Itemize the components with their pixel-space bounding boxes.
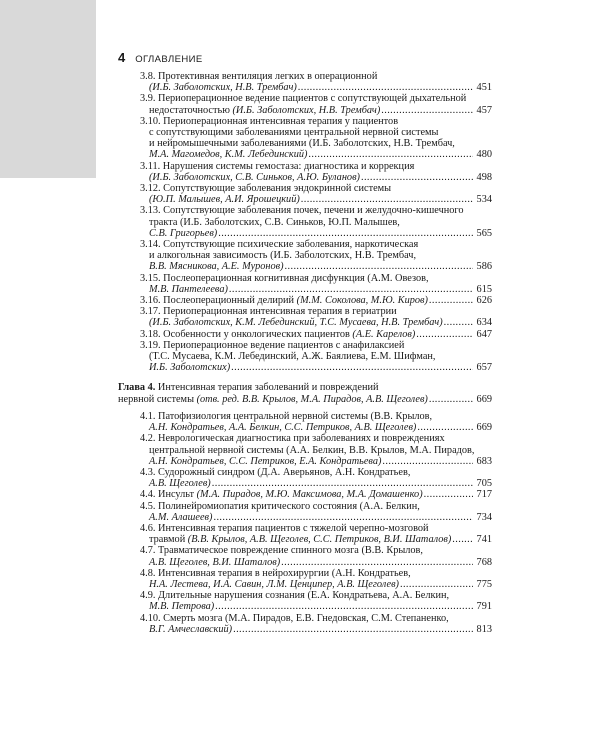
entry-number: 3.15. xyxy=(140,272,161,284)
entry-title-line: Сопутствующие психические заболевания, наркотическая xyxy=(163,239,419,251)
toc-entry xyxy=(118,239,492,273)
toc-entry xyxy=(118,433,492,467)
entry-title-line: Судорожный синдром (Д.А. Аверьянов, А.Н. Кондратьев, xyxy=(158,466,411,478)
leader-dots xyxy=(298,82,473,93)
page-number: 4 xyxy=(118,50,126,65)
entry-page-number: 768 xyxy=(476,556,492,568)
entry-title-line: Протективная вентиляция легких в операционной xyxy=(158,71,378,82)
entry-page-number: 657 xyxy=(476,362,492,374)
leader-dots xyxy=(285,261,473,272)
entry-authors: А.Н. Кондратьев, А.А. Белкин, С.С. Петриков, А.В. Щеголев) xyxy=(149,422,417,434)
leader-dots xyxy=(429,295,473,306)
entry-number: 3.17. xyxy=(140,306,161,318)
entry-number: 3.16. xyxy=(140,295,161,307)
leader-dots xyxy=(381,105,473,116)
toc-entry xyxy=(118,116,492,161)
entry-page-number: 534 xyxy=(476,194,492,206)
entry-page-number: 615 xyxy=(476,283,492,295)
leader-dots xyxy=(452,534,473,545)
entry-authors: (Ю.П. Малышев, А.И. Ярошецкий) xyxy=(149,194,300,206)
toc-entry xyxy=(118,329,492,340)
leader-dots xyxy=(231,362,473,373)
entry-page-number: 734 xyxy=(476,511,492,523)
page-header xyxy=(118,50,203,65)
entry-page-number: 791 xyxy=(476,601,492,613)
entry-number: 4.2. xyxy=(140,433,156,445)
entry-title-line: Периоперационная интенсивная терапия у пациентов xyxy=(163,115,399,127)
entry-page-number: 647 xyxy=(476,328,492,340)
table-of-contents xyxy=(118,71,492,635)
entry-title-line: (Т.С. Мусаева, К.М. Лебединский, А.Ж. Баялиева, Е.М. Шифман, xyxy=(149,351,436,363)
entry-number: 3.19. xyxy=(140,339,161,351)
entry-page-number: 683 xyxy=(476,455,492,467)
entry-number: 3.13. xyxy=(140,205,161,217)
toc-entry xyxy=(118,523,492,545)
entry-page-number: 705 xyxy=(476,478,492,490)
entry-title-line: Послеоперационный делирий xyxy=(163,295,297,307)
running-head: ОГЛАВЛЕНИЕ xyxy=(135,54,203,65)
entry-page-number: 451 xyxy=(476,82,492,94)
toc-entry xyxy=(118,545,492,567)
entry-number: 3.11. xyxy=(140,160,161,172)
entry-title-line: Интенсивная терапия пациентов с тяжелой черепно-мозговой xyxy=(158,522,429,534)
chapter-page: 669 xyxy=(476,393,492,405)
leader-dots xyxy=(281,557,473,568)
entry-authors: (А.Е. Карелов) xyxy=(352,328,416,340)
leader-dots xyxy=(429,394,473,405)
entry-number: 3.8. xyxy=(140,71,156,82)
entry-number: 4.3. xyxy=(140,466,156,478)
entry-authors: (И.Б. Заболотских, Н.В. Трембач) xyxy=(232,104,381,116)
entry-number: 4.5. xyxy=(140,500,156,512)
chapter-title-cont: нервной системы xyxy=(118,393,197,405)
leader-dots xyxy=(400,579,473,590)
toc-entry xyxy=(118,93,492,115)
leader-dots xyxy=(382,456,473,467)
toc-entry xyxy=(118,205,492,239)
toc-entry xyxy=(118,590,492,612)
leader-dots xyxy=(212,478,473,489)
entry-page-number: 813 xyxy=(476,623,492,635)
entry-authors: В.В. Мясникова, А.Е. Муронов) xyxy=(149,261,284,273)
leader-dots xyxy=(229,284,473,295)
toc-entry xyxy=(118,340,492,374)
entry-authors: И.Б. Заболотских) xyxy=(149,362,231,374)
entry-authors: В.Г. Амчеславский) xyxy=(149,623,233,635)
entry-page-number: 626 xyxy=(476,295,492,307)
toc-entry xyxy=(118,273,492,295)
entry-number: 3.14. xyxy=(140,239,161,251)
entry-page-number: 498 xyxy=(476,171,492,183)
leader-dots xyxy=(416,329,473,340)
entry-authors: М.А. Магомедов, К.М. Лебединский) xyxy=(149,149,308,161)
leader-dots xyxy=(361,172,473,183)
entry-number: 4.10. xyxy=(140,612,161,624)
entry-title-line: недостаточностью xyxy=(149,104,233,116)
leader-dots xyxy=(301,194,473,205)
entry-title-line: и алкогольная зависимость (И.Б. Заболотских, Н.В. Трембач, xyxy=(149,250,417,262)
leader-dots xyxy=(417,422,473,433)
chapter-label: Глава 4. xyxy=(118,382,156,394)
entry-page-number: 741 xyxy=(476,534,492,546)
entry-title-line: Периоперационное ведение пациентов с сопутствующей дыхательной xyxy=(158,93,467,105)
entry-number: 3.10. xyxy=(140,115,161,127)
entry-authors: (В.В. Крылов, А.В. Щеголев, С.С. Петриков, В.И. Шаталов) xyxy=(187,534,452,546)
leader-dots xyxy=(213,512,473,523)
entry-page-number: 717 xyxy=(476,489,492,501)
entry-authors: (И.Б. Заболотских, С.В. Синьков, А.Ю. Буланов) xyxy=(149,171,360,183)
entry-title-line: с сопутствующими заболеваниями центральной нервной системы xyxy=(149,127,439,139)
chapter-editors: (отв. ред. В.В. Крылов, М.А. Пирадов, А.В. Щеголев) xyxy=(196,393,428,405)
entry-title-line: и нейромышечными заболеваниями (И.Б. Заболотских, Н.В. Трембач, xyxy=(149,138,455,150)
entry-authors: (И.Б. Заболотских, К.М. Лебединский, Т.С. Мусаева, Н.В. Трембач) xyxy=(149,317,443,329)
toc-chapter-4 xyxy=(118,382,492,404)
leader-dots xyxy=(218,228,473,239)
entry-page-number: 480 xyxy=(476,149,492,161)
entry-authors: А.Н. Кондратьев, С.С. Петриков, Е.А. Кондратьева) xyxy=(149,455,382,467)
entry-title-line: Патофизиология центральной нервной системы (В.В. Крылов, xyxy=(158,410,433,422)
entry-page-number: 669 xyxy=(476,422,492,434)
entry-page-number: 457 xyxy=(476,104,492,116)
entry-authors: А.М. Алашеев) xyxy=(149,511,213,523)
entry-number: 4.6. xyxy=(140,522,156,534)
entry-authors: (М.М. Соколова, М.Ю. Киров) xyxy=(296,295,428,307)
entry-number: 4.7. xyxy=(140,545,156,557)
entry-number: 4.9. xyxy=(140,590,156,602)
toc-entry xyxy=(118,411,492,433)
entry-page-number: 775 xyxy=(476,578,492,590)
entry-title-line: Смерть мозга (М.А. Пирадов, Е.В. Гнедовская, С.М. Степаненко, xyxy=(163,612,449,624)
leader-dots xyxy=(424,489,473,500)
entry-page-number: 565 xyxy=(476,227,492,239)
toc-section-4 xyxy=(118,411,492,635)
toc-entry xyxy=(118,613,492,635)
entry-authors: А.В. Щеголев, В.И. Шаталов) xyxy=(149,556,281,568)
entry-authors: (И.Б. Заболотских, Н.В. Трембач) xyxy=(149,82,297,94)
entry-page-number: 586 xyxy=(476,261,492,273)
entry-title-line: Нарушения системы гемостаза: диагностика и коррекция xyxy=(162,160,415,172)
leader-dots xyxy=(215,601,473,612)
toc-entry xyxy=(118,501,492,523)
toc-entry xyxy=(118,306,492,328)
entry-title-line: Травматическое повреждение спинного мозга (В.В. Крылов, xyxy=(158,545,423,557)
entry-page-number: 634 xyxy=(476,317,492,329)
entry-title-line: Периоперационное ведение пациентов с анафилаксией xyxy=(163,339,405,351)
entry-title-line: тракта (И.Б. Заболотских, С.В. Синьков, Ю.П. Малышев, xyxy=(149,216,400,228)
entry-title-line: Периоперационная интенсивная терапия в гериатрии xyxy=(163,306,397,318)
entry-authors: М.В. Пантелеева) xyxy=(149,283,228,295)
entry-number: 4.4. xyxy=(140,489,156,501)
toc-entry xyxy=(118,71,492,93)
entry-number: 4.1. xyxy=(140,410,156,422)
entry-authors: Н.А. Лестева, И.А. Савин, Л.М. Ценципер, А.В. Щеголев) xyxy=(149,578,399,590)
entry-authors: М.В. Петрова) xyxy=(149,601,215,613)
entry-number: 3.18. xyxy=(140,328,161,340)
entry-title-line: Инсульт xyxy=(158,489,197,501)
entry-authors: А.В. Щеголев) xyxy=(149,478,211,490)
entry-number: 4.8. xyxy=(140,567,156,579)
entry-title-line: Неврологическая диагностика при заболеваниях и повреждениях xyxy=(158,433,445,445)
entry-number: 3.9. xyxy=(140,93,156,105)
toc-section-3 xyxy=(118,71,492,373)
entry-title-line: травмой xyxy=(149,534,188,546)
entry-authors: (М.А. Пирадов, М.Ю. Максимова, М.А. Домашенко) xyxy=(196,489,423,501)
leader-dots xyxy=(444,317,473,328)
toc-entry xyxy=(118,568,492,590)
toc-entry xyxy=(118,489,492,500)
side-tab-shading xyxy=(0,0,96,178)
entry-title-line: Особенности у онкологических пациентов xyxy=(163,328,353,340)
entry-number: 3.12. xyxy=(140,183,161,195)
toc-entry xyxy=(118,467,492,489)
entry-title-line: Интенсивная терапия в нейрохирургии (А.Н. Кондратьев, xyxy=(158,567,411,579)
toc-entry xyxy=(118,183,492,205)
entry-authors: С.В. Григорьев) xyxy=(149,227,218,239)
toc-entry xyxy=(118,161,492,183)
chapter-title: Интенсивная терапия заболеваний и повреждений xyxy=(155,382,379,394)
entry-title-line: центральной нервной системы (А.А. Белкин, В.В. Крылов, М.А. Пирадов, xyxy=(149,444,475,456)
entry-title-line: Послеоперационная когнитивная дисфункция (А.М. Овезов, xyxy=(163,272,429,284)
toc-entry xyxy=(118,295,492,306)
entry-title-line: Сопутствующие заболевания почек, печени и желудочно-кишечного xyxy=(163,205,464,217)
entry-title-line: Сопутствующие заболевания эндокринной системы xyxy=(163,183,392,195)
entry-title-line: Полинейромиопатия критического состояния (А.А. Белкин, xyxy=(158,500,420,512)
leader-dots xyxy=(233,624,473,635)
leader-dots xyxy=(308,149,473,160)
entry-title-line: Длительные нарушения сознания (Е.А. Кондратьева, А.А. Белкин, xyxy=(158,590,450,602)
